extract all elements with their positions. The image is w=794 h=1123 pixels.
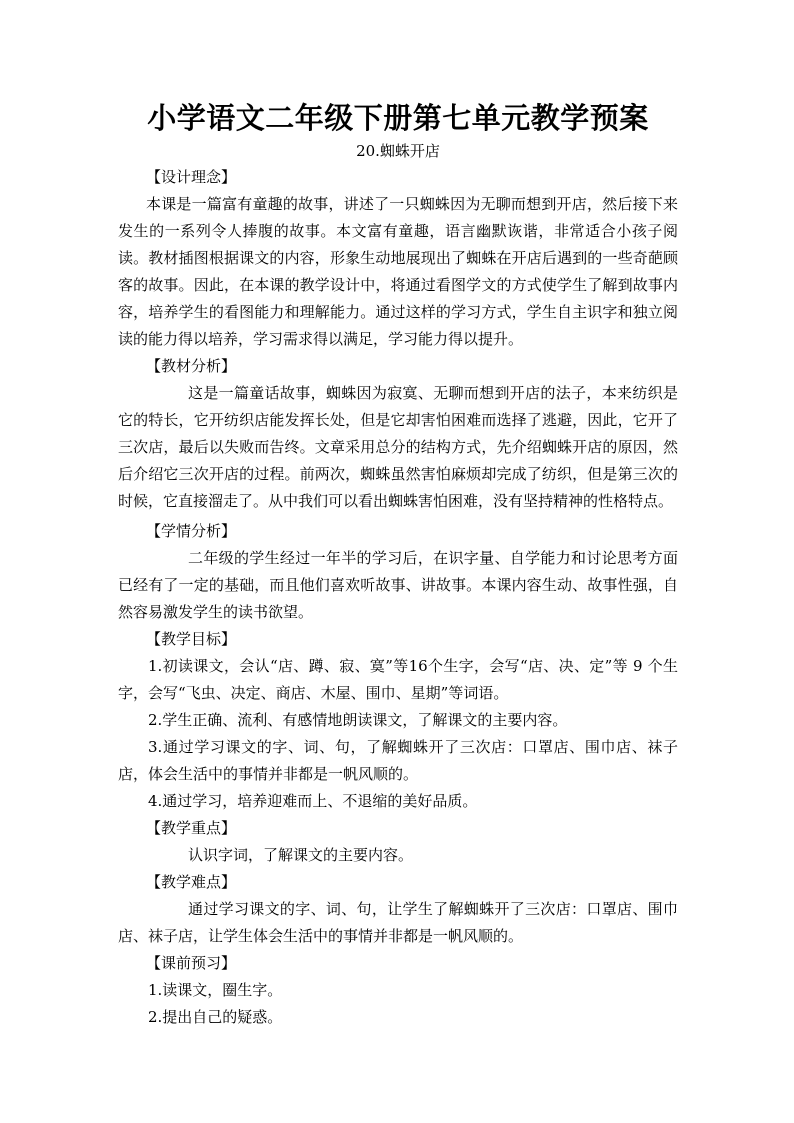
section-text-difficulty: 通过学习课文的字、词、句，让学生了解蜘蛛开了三次店：口罩店、围巾店、袜子店，让学生体会生活中的事情并非都是一帆风顺的。 bbox=[118, 900, 678, 945]
goal-item: 4.通过学习，培养迎难而上、不退缩的美好品质。 bbox=[148, 792, 478, 810]
preview-item: 1.读课文，圈生字。 bbox=[148, 981, 283, 999]
section-heading-design: 【设计理念】 bbox=[146, 168, 237, 186]
document-page bbox=[118, 98, 678, 1031]
section-text-learner: 二年级的学生经过一年半的学习后，在识字量、自学能力和讨论思考方面已经有了一定的基础，而且他们喜欢听故事、讲故事。本课内容生动、故事性强，自然容易激发学生的读书欲望。 bbox=[118, 549, 678, 621]
section-heading-learner: 【学情分析】 bbox=[146, 522, 237, 540]
goal-item: 3.通过学习课文的字、词、句，了解蜘蛛开了三次店：口罩店、围巾店、袜子店，体会生活中的事情并非都是一帆风顺的。 bbox=[118, 738, 678, 783]
section-heading-preview: 【课前预习】 bbox=[146, 954, 237, 972]
section-heading-goals: 【教学目标】 bbox=[146, 630, 237, 648]
section-text-key: 认识字词，了解课文的主要内容。 bbox=[188, 846, 414, 864]
section-text-design: 本课是一篇富有童趣的故事，讲述了一只蜘蛛因为无聊而想到开店，然后接下来发生的一系列令人捧腹的故事。本文富有童趣，语言幽默诙谐，非常适合小孩子阅读。教材插图根据课文的内容，形象生动地展现出了蜘蛛在开店后遇到的一些奇葩顾客的故事。因此，在本课的教学设计中，将通过看图学文的方式使学生了解到故事内容，培养学生的看图能力和理解能力。通过这样的学习方式，学生自主识字和独立阅读的能力得以培养，学习需求得以满足，学习能力得以提升。 bbox=[118, 195, 678, 348]
section-heading-key: 【教学重点】 bbox=[146, 819, 237, 837]
section-heading-textbook: 【教材分析】 bbox=[146, 357, 237, 375]
goal-item: 1.初读课文，会认“店、蹲、寂、寞”等16个生字，会写“店、决、定”等 9 个生字，会写“飞虫、决定、商店、木屋、围巾、星期”等词语。 bbox=[118, 657, 678, 702]
lesson-title: 20.蜘蛛开店 bbox=[356, 142, 440, 160]
document-title: 小学语文二年级下册第七单元教学预案 bbox=[147, 101, 649, 135]
section-heading-difficulty: 【教学难点】 bbox=[146, 873, 237, 891]
preview-item: 2.提出自己的疑惑。 bbox=[148, 1008, 283, 1026]
section-text-textbook: 这是一篇童话故事，蜘蛛因为寂寞、无聊而想到开店的法子，本来纺织是它的特长，它开纺织店能发挥长处，但是它却害怕困难而选择了逃避，因此，它开了三次店，最后以失败而告终。文章采用总分的结构方式，先介绍蜘蛛开店的原因，然后介绍它三次开店的过程。前两次，蜘蛛虽然害怕麻烦却完成了纺织，但是第三次的时候，它直接溜走了。从中我们可以看出蜘蛛害怕困难，没有坚持精神的性格特点。 bbox=[118, 384, 678, 510]
goal-item: 2.学生正确、流利、有感情地朗读课文，了解课文的主要内容。 bbox=[148, 711, 568, 729]
